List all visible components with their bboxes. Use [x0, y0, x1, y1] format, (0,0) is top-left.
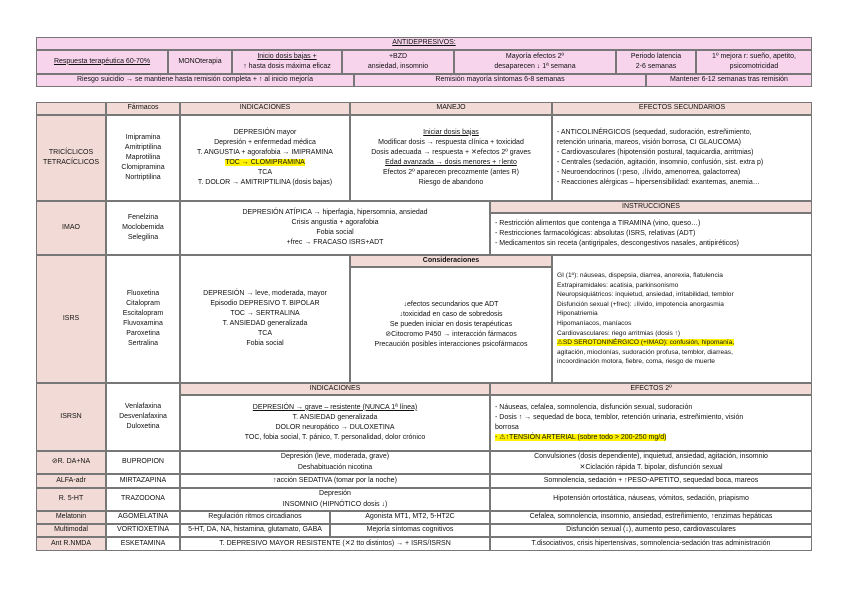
agomelatina-side-effects: Cefalea, somnolencia, insomnio, ansiedad, estreñimiento, ↑enzimas hepáticas	[490, 511, 812, 524]
header-start-dose: Inicio dosis bajas + ↑ hasta dosis máxima eficaz	[232, 50, 342, 74]
col-header-indications: INDICACIONES	[180, 102, 350, 115]
isrs-side-effects: GI (1º): náuseas, dispepsia, diarrea, anorexia, flatulencia Extrapiramidales: acatisia, parkinsonismo Neuropsiquiátricos: inquietud, ansiedad, irritabilidad, temblor Disfunción sexual (+frec): ↓lívido, impotencia anorgasmia Hiponatriemia Hipomaníacos, maníacos Cardiovasculares: riego arritmias (dosis ↑) ⚠SD SEROTONINÉRGICO (+IMAO): confusión, hipomanía, agitación, mioclonías, sudoración profusa, temblor, diarreas, incoordinación motora, fiebre, coma, riesgo de muerte	[552, 255, 812, 383]
col-header-group	[36, 102, 106, 115]
group-da-na: ⊘R. DA+NA	[36, 451, 106, 474]
isrs-considerations-title: Consideraciones	[350, 255, 552, 267]
highlight-toc: TOC → CLOMIPRAMINA	[225, 159, 305, 166]
agomelatina-indications: Regulación ritmos circadianos	[180, 511, 330, 524]
drug-trazodona: TRAZODONA	[106, 488, 180, 511]
col-header-management: MANEJO	[350, 102, 552, 115]
vortioxetina-side-effects: Disfunción sexual (↓), aumento peso, cardiovasculares	[490, 524, 812, 537]
header-bzd: +BZD ansiedad, insomnio	[342, 50, 454, 74]
tricyclic-drugs: Imipramina Amitriptilina Maprotilina Clomipramina Nortriptilina	[106, 115, 180, 201]
imao-instructions-title: INSTRUCCIONES	[490, 201, 812, 213]
group-alfa-adr: ALFA-adr	[36, 474, 106, 488]
bupropion-side-effects: Convulsiones (dosis dependiente), inquietud, ansiedad, agitación, insomnio ✕Ciclación rápida T. bipolar, disfunción sexual	[490, 451, 812, 474]
trazodona-indications: Depresión INSOMNIO (HIPNÓTICO dosis ↓)	[180, 488, 490, 511]
mirtazapina-side-effects: Somnolencia, sedación + ↑PESO-APETITO, sequedad boca, mareos	[490, 474, 812, 488]
header-monotherapy: MONOterapia	[168, 50, 232, 74]
header-suicide-risk: Riesgo suicidio → se mantiene hasta remisión completa + ↑ al inicio mejoría	[36, 74, 354, 87]
drug-esketamina: ESKETAMINA	[106, 537, 180, 551]
vortioxetina-management: Mejoría síntomas cognitivos	[330, 524, 490, 537]
bupropion-indications: Depresión (leve, moderada, grave) Deshabituación nicotina	[180, 451, 490, 474]
group-isrsn: ISRSN	[36, 383, 106, 451]
imao-indications: DEPRESIÓN ATÍPICA → hiperfagia, hipersomnia, ansiedad Crisis angustia + agorafobia Fobia social +frec → FRACASO ISRS+ADT	[180, 201, 490, 255]
vortioxetina-indications: 5-HT, DA, NA, histamina, glutamato, GABA	[180, 524, 330, 537]
header-first-improvement: 1º mejora r: sueño, apetito, psicomotricidad	[696, 50, 812, 74]
page-title: ANTIDEPRESIVOS:	[392, 39, 456, 47]
isrsn-drugs: Venlafaxina Desvenlafaxina Duloxetina	[106, 383, 180, 451]
header-side-effects: Mayoría efectos 2º desaparecen ↓ 1ª semana	[454, 50, 616, 74]
header-maintenance: Mantener 6-12 semanas tras remisión	[646, 74, 812, 87]
tricyclic-indications: DEPRESIÓN mayor Depresión + enfermedad médica T. ANGUSTIA + agorafobia → IMIPRAMINA TOC → CLOMIPRAMINA TCA T. DOLOR → AMITRIPTILINA (dosis bajas)	[180, 115, 350, 201]
agomelatina-management: Agonista MT1, MT2, 5-HT2C	[330, 511, 490, 524]
group-melatonin: Melatonin	[36, 511, 106, 524]
group-5ht: R. 5-HT	[36, 488, 106, 511]
group-isrs: ISRS	[36, 255, 106, 383]
esketamina-side-effects: T.disociativos, crisis hipertensivas, somnolencia-sedación tras administración	[490, 537, 812, 551]
isrsn-effects-title: EFECTOS 2º	[490, 383, 812, 395]
imao-instructions: - Restricción alimentos que contenga a TIRAMINA (vino, queso…) - Restricciones farmacológicas: absolutas (ISRS, relativas (ADT) - Medicamentos sin receta (antigripales, descongestivos nasales, antipiréticos)	[490, 213, 812, 255]
trazodona-side-effects: Hipotensión ortostática, náuseas, vómitos, sedación, priapismo	[490, 488, 812, 511]
group-imao: IMAO	[36, 201, 106, 255]
group-multimodal: Multimodal	[36, 524, 106, 537]
group-nmda: Ant R.NMDA	[36, 537, 106, 551]
drug-vortioxetina: VORTIOXETINA	[106, 524, 180, 537]
isrsn-side-effects: - Náuseas, cefalea, somnolencia, disfunción sexual, sudoración - Dosis ↑ → sequedad de boca, temblor, retención urinaria, estreñimiento, visión borrosa - ⚠↑TENSIÓN ARTERIAL (sobre todo > 200-250 mg/d)	[490, 395, 812, 451]
page-title-row	[36, 37, 812, 50]
isrsn-indications-title: INDICACIONES	[180, 383, 490, 395]
col-header-side-effects: EFECTOS SECUNDARIOS	[552, 102, 812, 115]
isrs-considerations: ↓efectos secundarios que ADT ↓toxicidad en caso de sobredosis Se pueden iniciar en dosis terapéuticas ⊘Citocromo P450 → interacción fármacos Precaución posibles interacciones psicofármacos	[350, 267, 552, 383]
header-latency: Periodo latencia 2-6 semanas	[616, 50, 696, 74]
tricyclic-side-effects: - ANTICOLINÉRGICOS (sequedad, sudoración, estreñimiento, retención urinaria, mareos, visión borrosa, CI GLAUCOMA) - Cardiovasculares (hipotensión postural, taquicardia, arritmias) - Centrales (sedación, agitación, insomnio, confusión, sist. extra p) - Neuroendocrinos (↑peso, ↓lívido, amenorrea, galactorrea) - Reacciones alérgicas – hipersensibilidad: exantemas, anemia…	[552, 115, 812, 201]
isrs-drugs: Fluoxetina Citalopram Escitalopram Fluvoxamina Paroxetina Sertralina	[106, 255, 180, 383]
highlight-blood-pressure: - ⚠↑TENSIÓN ARTERIAL (sobre todo > 200-250 mg/d)	[495, 434, 667, 442]
highlight-serotonin-syndrome: ⚠SD SEROTONINÉRGICO (+IMAO): confusión, hipomanía,	[557, 339, 735, 347]
col-header-drugs: Fármacos	[106, 102, 180, 115]
mirtazapina-indications: ↑acción SEDATIVA (tomar por la noche)	[180, 474, 490, 488]
isrs-indications: DEPRESIÓN → leve, moderada, mayor Episodio DEPRESIVO T. BIPOLAR TOC → SERTRALINA T. ANSIEDAD generalizada TCA Fobia social	[180, 255, 350, 383]
group-tricyclics: TRICÍCLICOS TETRACÍCLICOS	[36, 115, 106, 201]
tricyclic-management: Iniciar dosis bajas Modificar dosis → respuesta clínica + toxicidad Dosis adecuada → respuesta + ✕efectos 2º graves Edad avanzada → dosis menores + ↑lento Efectos 2º aparecen precozmente (antes R) Riesgo de abandono	[350, 115, 552, 201]
imao-drugs: Fenelzina Moclobemida Selegilina	[106, 201, 180, 255]
drug-agomelatina: AGOMELATINA	[106, 511, 180, 524]
isrsn-indications: DEPRESIÓN → grave – resistente (NUNCA 1ª línea) T. ANSIEDAD generalizada DOLOR neuropático → DULOXETINA TOC, fobia social, T. pánico, T. personalidad, dolor crónico	[180, 395, 490, 451]
header-response: Respuesta terapéutica 60-70%	[36, 50, 168, 74]
drug-bupropion: BUPROPION	[106, 451, 180, 474]
drug-mirtazapina: MIRTAZAPINA	[106, 474, 180, 488]
esketamina-indications: T. DEPRESIVO MAYOR RESISTENTE (✕2 tto distintos) → + ISRS/ISRSN	[180, 537, 490, 551]
header-remission: Remisión mayoría síntomas 6-8 semanas	[354, 74, 646, 87]
